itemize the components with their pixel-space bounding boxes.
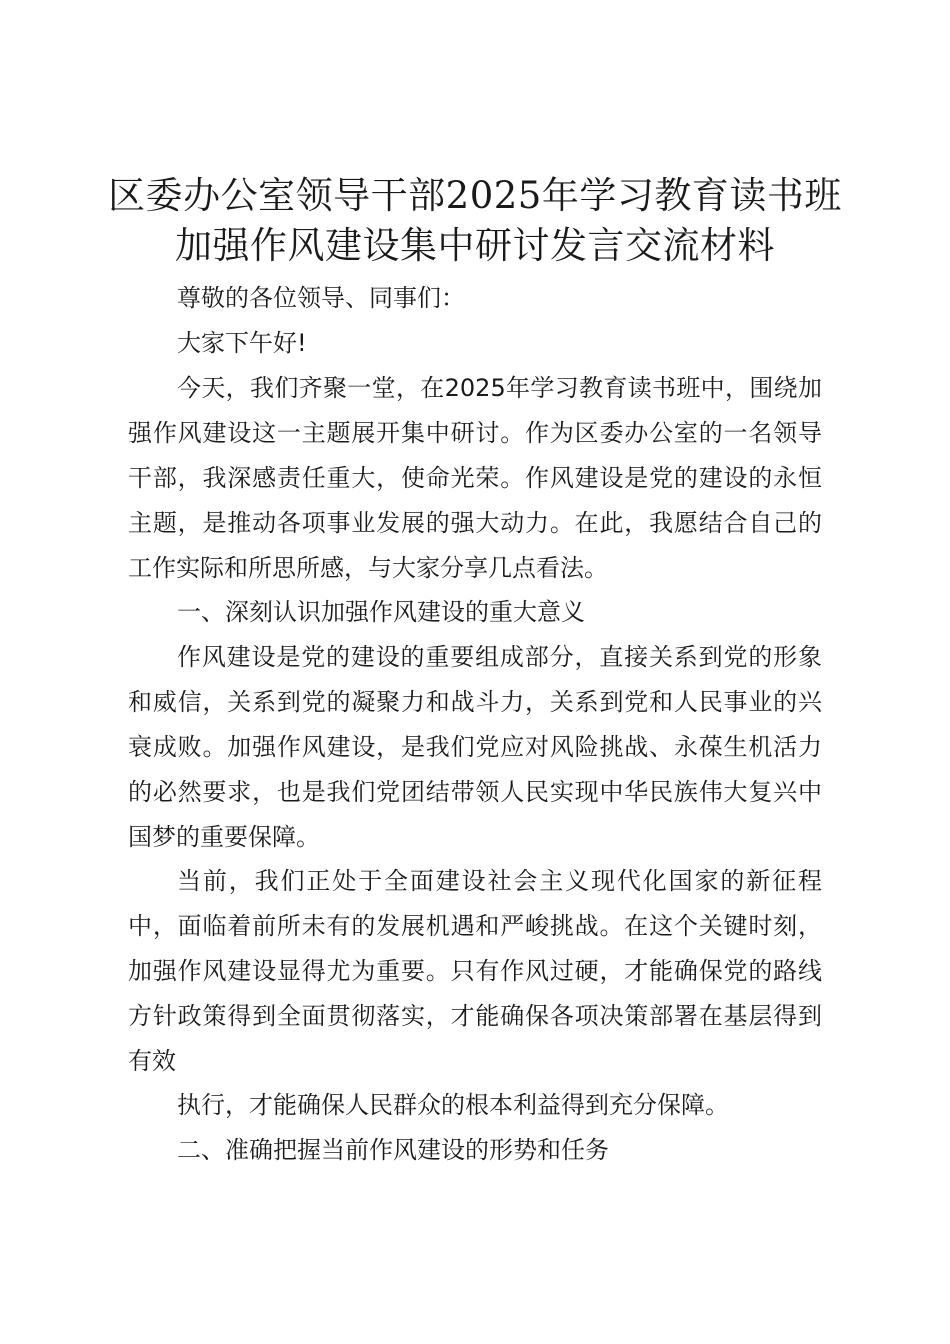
- document-title-line-2: 加强作风建设集中研讨发言交流材料: [175, 224, 775, 267]
- hello-paragraph: 大家下午好!: [177, 329, 307, 357]
- section1-paragraph-1: 作风建设是党的建设的重要组成部分，直接关系到党的形象和威信，关系到党的凝聚力和战斗力，关系到党和人民事业的兴衰成败。加强作风建设，是我们党应对风险挑战、永葆生机活力的必然要求，也是我们党团结带领人民实现中华民族伟大复兴中国梦的重要保障。: [128, 643, 822, 851]
- section1-paragraph-2: 当前，我们正处于全面建设社会主义现代化国家的新征程中，面临着前所未有的发展机遇和严峻挑战。在这个关键时刻，加强作风建设显得尤为重要。只有作风过硬，才能确保党的路线方针政策得到全面贯彻落实，才能确保各项决策部署在基层得到有效: [128, 867, 822, 1075]
- greeting-paragraph: 尊敬的各位领导、同事们：: [177, 284, 465, 312]
- section1-paragraph-3: 执行，才能确保人民群众的根本利益得到充分保障。: [177, 1091, 729, 1119]
- section-heading-2: 二、准确把握当前作风建设的形势和任务: [177, 1136, 609, 1164]
- document-title-line-1: 区委办公室领导干部2025年学习教育读书班: [108, 174, 842, 217]
- section-heading-1: 一、深刻认识加强作风建设的重大意义: [177, 598, 585, 626]
- intro-paragraph: 今天，我们齐聚一堂，在2025年学习教育读书班中，围绕加强作风建设这一主题展开集中研讨。作为区委办公室的一名领导干部，我深感责任重大，使命光荣。作风建设是党的建设的永恒主题，是推动各项事业发展的强大动力。在此，我愿结合自己的工作实际和所思所感，与大家分享几点看法。: [128, 374, 822, 582]
